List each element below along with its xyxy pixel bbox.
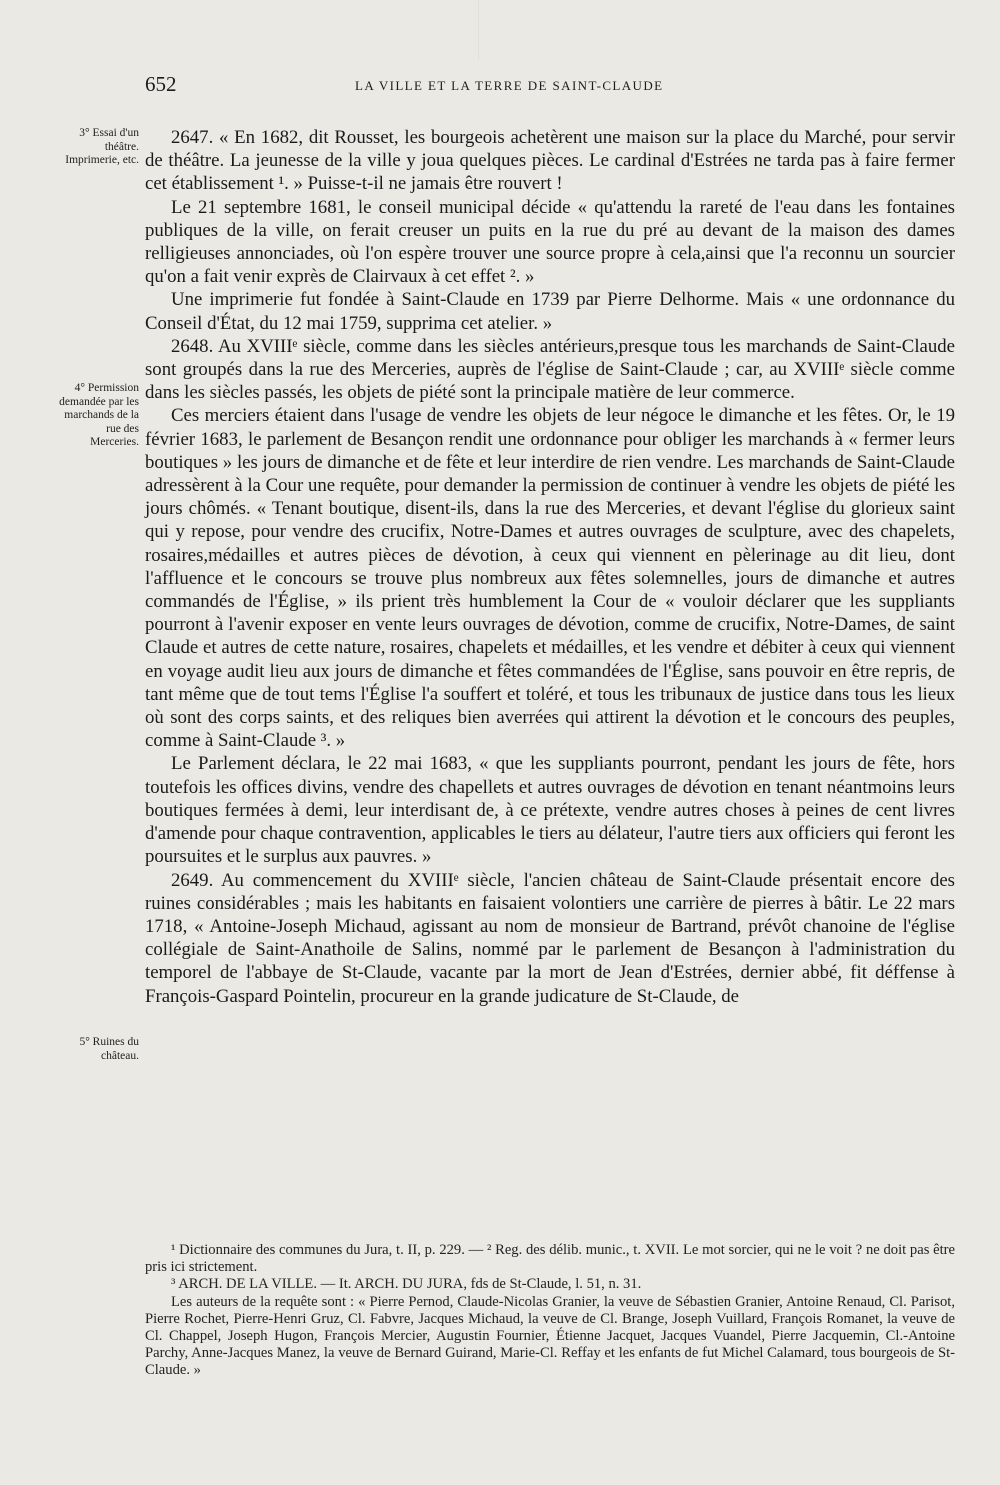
paragraph-2649: 2649. Au commencement du XVIIIᵉ siècle, l'ancien château de Saint-Claude présentait encore des ruines considérables ; mais les habitants en faisaient volontiers une carrière de pierres à bâtir. Le 22 mars 1718, « Antoine-Joseph Michaud, agissant au nom de monsieur de Bartrand, prévôt chanoine de l'église collégiale de Saint-Anathoile de Salins, nommé par le parlement de Besançon à l'administration du temporel de l'abbaye de St-Claude, vacante par la mort de Jean d'Estrées, dernier abbé, fit déffense à François-Gaspard Pointelin, procureur en la grande judicature de St-Claude, de	[145, 869, 955, 1007]
page-header	[145, 72, 955, 102]
footnote-1-2: ¹ Dictionnaire des communes du Jura, t. II, p. 229. — ² Reg. des délib. munic., t. XVII. Le mot sorcier, qui ne le voit ? ne doit pas être pris ici strictement.	[145, 1242, 955, 1276]
paragraph-fountain: Le 21 septembre 1681, le conseil municipal décide « qu'attendu la rareté de l'eau dans les fontaines publiques de la ville, on ferait creuser un puits en la rue du pré au devant de la maison des dames relligieuses annonciades, où l'on espère trouver une source propre à cela,ainsi que l'a reconnu un sourcier qu'on a fait venir exprès de Clairvaux à cet effet ². »	[145, 196, 955, 288]
margin-note-theatre: 3° Essai d'un théâtre. Imprimerie, etc.	[65, 127, 139, 166]
paragraph-2648: 2648. Au XVIIIᵉ siècle, comme dans les siècles antérieurs,presque tous les marchands de Saint-Claude sont groupés dans la rue des Merceries, auprès de l'église de Saint-Claude ; car, au XVIIIᵉ siècle comme dans les siècles passés, les objets de piété sont la principale matière de leur commerce.	[145, 335, 955, 404]
main-text	[145, 126, 955, 1008]
footnote-authors: Les auteurs de la requête sont : « Pierre Pernod, Claude-Nicolas Granier, la veuve de Sébastien Granier, Antoine Renaud, Cl. Parisot, Pierre Rochet, Pierre-Henri Gruz, Cl. Fabvre, Jacques Michaud, la veuve de Cl. Brange, Joseph Vuillard, François Romanet, la veuve de Cl. Chappel, Joseph Hugon, François Mercier, Augustin Fournier, Étienne Jacquet, Jacques Vuandel, Pierre Jacquemin, Cl.-Antoine Parchy, Anne-Jacques Manez, la veuve de Bernard Guirand, Marie-Cl. Reffay et les enfants de fut Michel Calamard, tous bourgeois de St-Claude. »	[145, 1293, 955, 1379]
paragraph-merciers: Ces merciers étaient dans l'usage de vendre les objets de leur négoce le dimanche et les fêtes. Or, le 19 février 1683, le parlement de Besançon rendit une ordonnance pour obliger les marchands à « fermer leurs boutiques » les jours de dimanche et de fête et leur interdire de rien vendre. Les marchands de Saint-Claude adressèrent à la Cour une requête, pour demander la permission de continuer à vendre les objets de piété les jours chômés. « Tenant boutique, disent-ils, dans la rue des Merceries, et devant l'église du glorieux saint qui y repose, pour vendre des crucifix, Notre-Dames et autres ouvrages de sculpture, avec des chapelets, rosaires,médailles et autres pièces de dévotion, à ceux qui viennent en pèlerinage au dit lieu, dont l'affluence et le concours se trouve plus nombreux aux fêtes solemnelles, jours de dimanche et autres commandés de l'Église, » ils prient très humblement la Cour de « vouloir déclarer que les suppliants pourront à l'avenir exposer en vente leurs ouvrages de dévotion, comme de crucifix, Notre-Dames, de saint Claude et autres de cette nature, rosaires, chapelets et médailles, et les vendre et débiter à ceux qui viennent en voyage audit lieu aux jours de dimanche et fêtes commandées de l'Église, sans pouvoir en être repris, de tant même que de tout tems l'Église l'a souffert et toléré, et tous les tribunaux de justice dans tous les lieux où sont des corps saints, et des reliques bien averrées qui attirent la dévotion et le concours des peuples, comme à Saint-Claude ³. »	[145, 405, 955, 752]
paragraph-parlement: Le Parlement déclara, le 22 mai 1683, « que les suppliants pourront, pendant les jours de fête, hors toutefois les offices divins, vendre des chapellets et autres ouvrages de dévotion en tenant néantmoins leurs boutiques fermées à demi, leur interdisant de, à ce prétexte, vendre autres choses à peines de cent livres d'amende pour chaque contravention, applicables le tiers au délateur, l'autre tiers aux officiers qui feront les poursuites et le surplus aux pauvres. »	[145, 753, 955, 868]
paragraph-printing: Une imprimerie fut fondée à Saint-Claude en 1739 par Pierre Delhorme. Mais « une ordonnance du Conseil d'État, du 12 mai 1759, supprima cet atelier. »	[145, 289, 955, 334]
margin-note-chateau: 5° Ruines du château.	[79, 1036, 139, 1062]
page-number: 652	[145, 72, 177, 96]
running-title: LA VILLE ET LA TERRE DE SAINT-CLAUDE	[355, 78, 664, 93]
paragraph-2647: 2647. « En 1682, dit Rousset, les bourgeois achetèrent une maison sur la place du Marché, pour servir de théâtre. La jeunesse de la ville y joua quelques pièces. Le cardinal d'Estrées ne tarda pas à faire fermer cet établissement ¹. » Puisse-t-il ne jamais être rouvert !	[145, 127, 955, 195]
page-fold-shadow	[478, 0, 479, 60]
footnote-3: ³ ARCH. DE LA VILLE. — It. ARCH. DU JURA, fds de St-Claude, l. 51, n. 31.	[171, 1276, 642, 1293]
margin-note-merceries: 4° Permission demandée par les marchands de la rue des Merceries.	[59, 382, 139, 448]
footnotes	[145, 1242, 955, 1380]
